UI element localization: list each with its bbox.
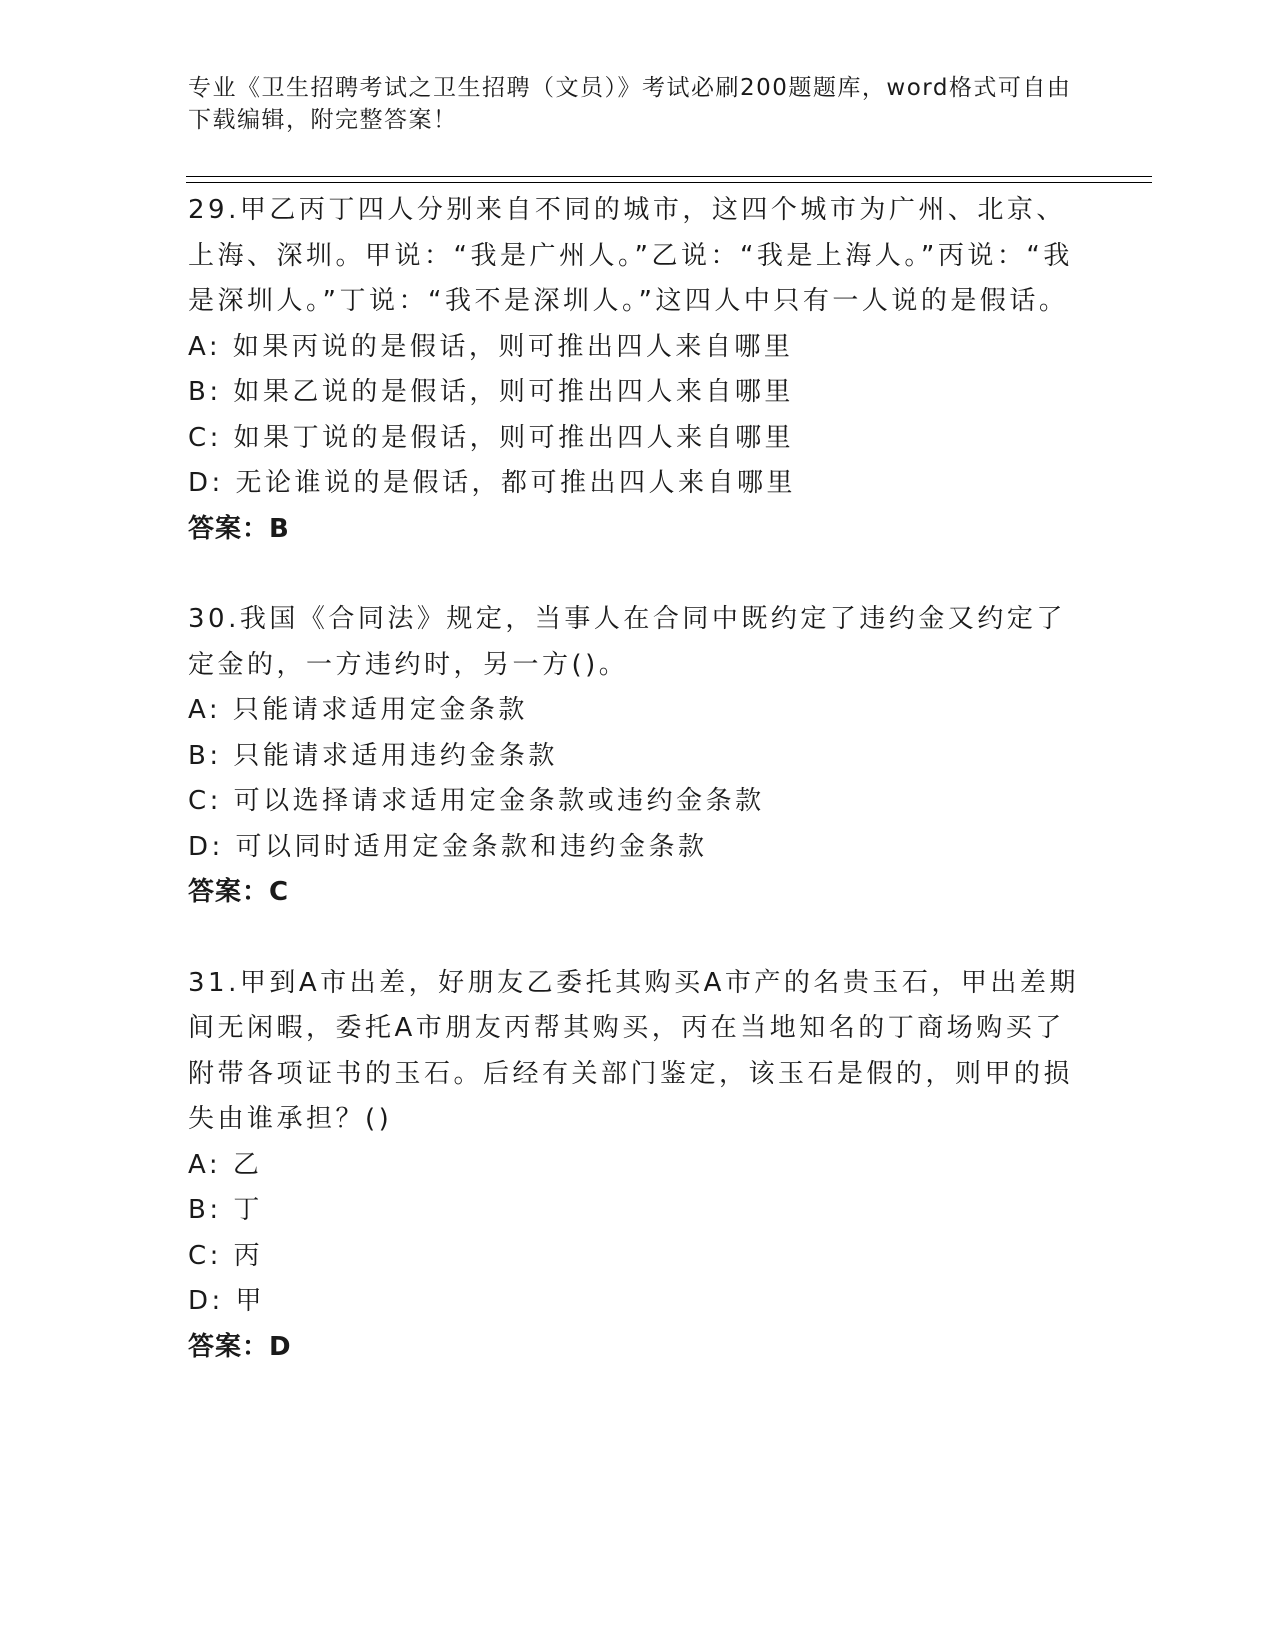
document-header: 专业《卫生招聘考试之卫生招聘（文员）》考试必刷200题题库，word格式可自由下载编辑，附完整答案！	[188, 75, 1072, 133]
option-d: D: 无论谁说的是假话，都可推出四人来自哪里	[188, 468, 797, 498]
question-stem: 31.甲到A市出差，好朋友乙委托其购买A市产的名贵玉石，甲出差期间无闲暇，委托A市朋友丙帮其购买，丙在当地知名的丁商场购买了附带各项证书的玉石。后经有关部门鉴定，该玉石是假的，则甲的损失由谁承担？()	[188, 967, 1079, 1134]
spacer	[188, 916, 1088, 961]
option-b: B: 丁	[188, 1195, 263, 1225]
option-d: D: 可以同时适用定金条款和违约金条款	[188, 831, 708, 862]
option-c: C: 丙	[188, 1240, 264, 1271]
option-b: B: 如果乙说的是假话，则可推出四人来自哪里	[188, 377, 794, 407]
answer: 答案：D	[188, 1331, 292, 1362]
answer: 答案：B	[188, 513, 290, 544]
option-a: A: 乙	[188, 1149, 263, 1180]
question-30	[188, 597, 1088, 916]
option-b: B: 只能请求适用违约金条款	[188, 740, 558, 771]
spacer	[188, 552, 1088, 597]
question-29	[188, 188, 1088, 552]
header-rule-bottom	[186, 182, 1152, 183]
question-31	[188, 961, 1088, 1371]
option-a: A: 只能请求适用定金条款	[188, 695, 528, 725]
question-stem: 29.甲乙丙丁四人分别来自不同的城市，这四个城市为广州、北京、上海、深圳。甲说：“我是广州人。”乙说：“我是上海人。”丙说：“我是深圳人。”丁说：“我不是深圳人。”这四人中只有一人说的是假话。	[188, 195, 1073, 316]
option-d: D: 甲	[188, 1286, 266, 1316]
option-c: C: 如果丁说的是假话，则可推出四人来自哪里	[188, 422, 795, 453]
answer: 答案：C	[188, 877, 290, 907]
question-list	[188, 188, 1088, 1370]
header-rule-top	[186, 176, 1152, 177]
option-a: A: 如果丙说的是假话，则可推出四人来自哪里	[188, 331, 794, 362]
option-c: C: 可以选择请求适用定金条款或违约金条款	[188, 786, 765, 816]
question-stem: 30.我国《合同法》规定，当事人在合同中既约定了违约金又约定了定金的，一方违约时，另一方()。	[188, 604, 1066, 680]
